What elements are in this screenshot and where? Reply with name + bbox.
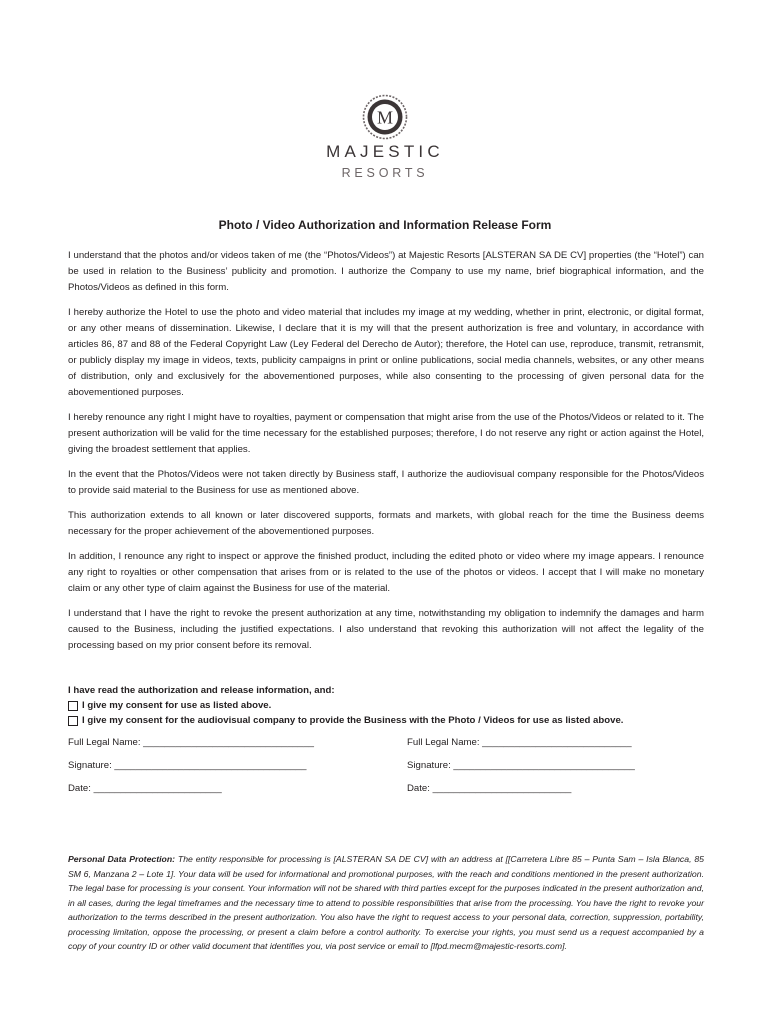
consent-section xyxy=(68,683,708,728)
consent-audiovisual-label: I give my consent for the audiovisual company to provide the Business with the Photo / Videos for use as listed above. xyxy=(82,715,624,726)
consent-option-use xyxy=(68,698,708,713)
personal-data-protection-text: The entity responsible for processing is [ALSTERAN SA DE CV] with an address at [[Carretera Libre 85 – Punta Sam – Isla Blanca, 85 SM 6, Manzana 2 – Lote 1]. Your data will be used for informational and promotional purposes, with the reach and conditions mentioned in the present authorization. The legal base for processing is your consent. Your information will not be shared with third parties except for the purposes indicated in the present authorization and, in all cases, during the legal timeframes and the necessary time to attend to possible responsibilities that arise from the processing. You have the right to revoke your authorization to the terms described in the present authorization. You also have the right to request access to your personal data, correction, suppression, portability, processing limitation, oppose the processing, or present a claim before a control authority. To exercise your rights, you must send us a request accompanied by a copy of your country ID or other valid document that identifies you, via post service or email to [lfpd.mecm@majestic-resorts.com]. xyxy=(68,854,704,951)
signature-field-1[interactable]: Signature: ____________________________________ xyxy=(68,760,307,771)
date-field-1[interactable]: Date: ________________________ xyxy=(68,783,222,794)
full-legal-name-field-1[interactable]: Full Legal Name: ________________________________ xyxy=(68,737,314,748)
paragraph-extent: This authorization extends to all known or later discovered supports, formats and markets, with global reach for the time the Business deems necessary for the proper achievement of the abovementioned purposes. xyxy=(68,510,704,537)
majestic-emblem-icon xyxy=(362,94,408,140)
paragraph-revocation: I understand that I have the right to revoke the present authorization at any time, notwithstanding my obligation to indemnify the damages and harm caused to the Business, including the justified expectations. I also understand that revoking this authorization will not affect the legality of the processing based on my prior consent before its removal. xyxy=(68,608,704,651)
logo-letter: M xyxy=(376,107,394,128)
personal-data-protection-label: Personal Data Protection: xyxy=(68,854,176,864)
paragraph-usage: I understand that the photos and/or videos taken of me (the “Photos/Videos”) at Majestic Resorts [ALSTERAN SA DE CV] properties (the “Hotel”) can be used in relation to the Business’ publicity and promotion. I authorize the Company to use my name, brief biographical information, and the Photos/Videos as defined in this form. xyxy=(68,250,704,293)
majestic-logo xyxy=(0,90,770,190)
consent-option-audiovisual xyxy=(68,713,708,728)
form-body xyxy=(68,248,704,663)
consent-heading: I have read the authorization and release information, and: xyxy=(68,685,335,696)
consent-use-checkbox[interactable] xyxy=(68,701,78,711)
full-legal-name-field-2[interactable]: Full Legal Name: ____________________________ xyxy=(407,737,632,748)
paragraph-royalties: I hereby renounce any right I might have to royalties, payment or compensation that might arise from the use of the Photos/Videos or related to it. The present authorization will be valid for the time necessary for the established purposes; therefore, I do not reserve any right or action against the Hotel, giving the broadest settlement that applies. xyxy=(68,412,704,455)
consent-use-label: I give my consent for use as listed above. xyxy=(82,700,272,711)
paragraph-authorization: I hereby authorize the Hotel to use the photo and video material that includes my image at my wedding, whether in print, electronic, or digital format, or any other means of dissemination. Likewise, I declare that it is my will that the present authorization is free and voluntary, in accordance with articles 86, 87 and 88 of the Federal Copyright Law (Ley Federal del Derecho de Autor); therefore, the Hotel can use, reproduce, transmit, retransmit, or publicly display my image in videos, texts, publicity campaigns in print or online publications, social media channels, websites, or any other means of distribution, only and exclusively for the abovementioned purposes, while also consenting to the processing of given personal data for the abovementioned purposes. xyxy=(68,307,704,398)
brand-name: MAJESTIC xyxy=(326,142,444,161)
brand-subtitle: RESORTS xyxy=(341,166,429,180)
signature-field-2[interactable]: Signature: __________________________________ xyxy=(407,760,635,771)
paragraph-inspection: In addition, I renounce any right to inspect or approve the finished product, including the edited photo or video where my image appears. I renounce any right to royalties or other compensation that arises from or is related to the use of the photos or videos. I accept that I will make no monetary claim or any other type of claim against the Business for use of the material. xyxy=(68,551,704,594)
personal-data-protection xyxy=(68,852,704,954)
form-title: Photo / Video Authorization and Information Release Form xyxy=(218,218,552,232)
consent-audiovisual-checkbox[interactable] xyxy=(68,716,78,726)
date-field-2[interactable]: Date: __________________________ xyxy=(407,783,572,794)
paragraph-audiovisual-company: In the event that the Photos/Videos were not taken directly by Business staff, I authorize the audiovisual company responsible for the Photos/Videos to provide said material to the Business for use as mentioned above. xyxy=(68,469,704,496)
